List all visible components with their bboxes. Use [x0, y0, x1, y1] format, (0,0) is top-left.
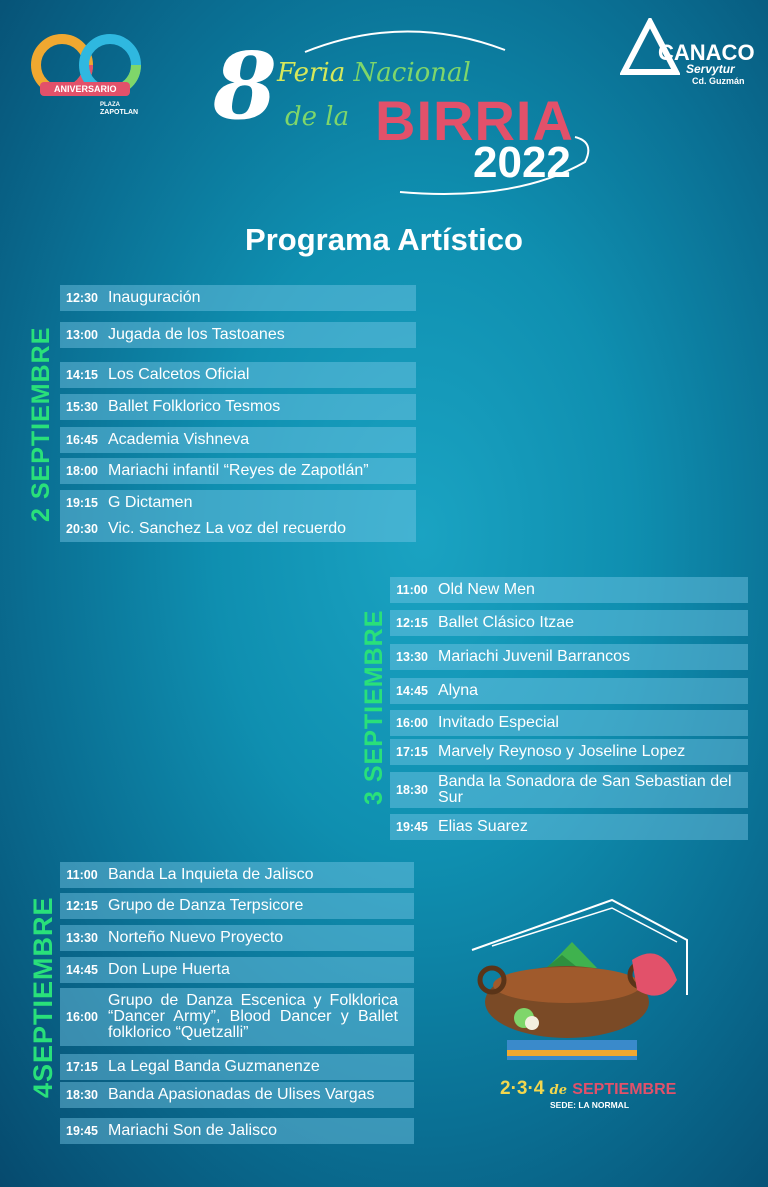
event-time: 19:45: [66, 1124, 98, 1138]
event-time: 14:45: [66, 963, 98, 977]
event-act: Vic. Sanchez La voz del recuerdo: [108, 520, 347, 537]
schedule-row: [60, 862, 414, 888]
event-act: Academia Vishneva: [108, 431, 250, 448]
schedule-row: [60, 1118, 414, 1144]
event-time: 17:15: [396, 745, 428, 759]
schedule-row: [60, 394, 416, 420]
event-time: 18:30: [396, 783, 428, 797]
edition-number: 8: [213, 32, 278, 140]
event-time: 16:45: [66, 433, 98, 447]
schedule-row: [60, 988, 414, 1046]
title-year: 2022: [473, 138, 571, 187]
event-act: Elias Suarez: [438, 818, 528, 835]
schedule-row: [60, 285, 416, 311]
day-label-4-septiembre: 4SEPTIEMBRE: [28, 896, 58, 1098]
badge-month: SEPTIEMBRE: [572, 1081, 677, 1098]
event-act: Don Lupe Huerta: [108, 961, 230, 978]
schedule-row: [60, 925, 414, 951]
title-dela: de la: [285, 102, 350, 132]
schedule-row: [60, 427, 416, 453]
event-time: 16:00: [66, 1010, 98, 1024]
event-time: 19:15: [66, 496, 98, 510]
event-act: Norteño Nuevo Proyecto: [108, 929, 284, 946]
day-label-2-septiembre: 2 SEPTIEMBRE: [27, 326, 55, 522]
title-nacional: Nacional: [353, 58, 471, 88]
event-act: Jugada de los Tastoanes: [108, 326, 285, 343]
event-act: Ballet Folklorico Tesmos: [108, 398, 281, 415]
schedule-row: [390, 610, 748, 636]
schedule-row: [390, 739, 748, 765]
anniversary-logo: [22, 20, 152, 120]
event-time: 13:00: [66, 328, 98, 342]
schedule-row: [390, 678, 748, 704]
event-act: Ballet Clásico Itzae: [438, 614, 575, 631]
event-time: 11:00: [396, 583, 428, 597]
event-time: 18:00: [66, 464, 98, 478]
event-act: Inauguración: [108, 289, 201, 306]
canaco-sub1: Servytur: [686, 62, 735, 76]
event-act: Alyna: [438, 682, 479, 699]
event-act: Banda la Sonadora de San Sebastian del Sur: [438, 773, 732, 806]
programa-title: Programa Artístico: [245, 222, 523, 257]
event-act: Banda La Inquieta de Jalisco: [108, 866, 314, 883]
event-time: 19:45: [396, 820, 428, 834]
event-time: 13:30: [396, 650, 428, 664]
schedule-row: [390, 577, 748, 603]
event-act: Marvely Reynoso y Joseline Lopez: [438, 743, 686, 760]
feria-title: [205, 22, 605, 202]
schedule-row: [60, 516, 416, 542]
schedule-row: [390, 710, 748, 736]
cazuela-illustration: [462, 890, 700, 1075]
event-time: 14:15: [66, 368, 98, 382]
event-time: 17:15: [66, 1060, 98, 1074]
event-time: 18:30: [66, 1088, 98, 1102]
event-act: Mariachi Juvenil Barrancos: [438, 648, 631, 665]
day-label-3-septiembre: 3 SEPTIEMBRE: [360, 609, 388, 805]
event-time: 14:45: [396, 684, 428, 698]
event-time: 20:30: [66, 522, 98, 536]
title-feria: Feria: [277, 58, 346, 88]
event-act: G Dictamen: [108, 494, 193, 511]
canaco-sub2: Cd. Guzmán: [692, 76, 745, 86]
canaco-name: CANACO: [658, 40, 755, 65]
event-act: Grupo de Danza Terpsicore: [108, 897, 304, 914]
canaco-logo: [620, 18, 755, 98]
title-feria-nacional: [277, 58, 471, 88]
event-time: 16:00: [396, 716, 428, 730]
event-time: 12:15: [66, 899, 98, 913]
event-act: Old New Men: [438, 581, 535, 598]
anniversary-word: ANIVERSARIO: [54, 84, 117, 94]
event-act: La Legal Banda Guzmanenze: [108, 1058, 320, 1075]
event-badge: [462, 890, 700, 1115]
plaza-line2: ZAPOTLAN: [100, 109, 139, 116]
schedule-row: [390, 772, 748, 808]
schedule-row: [390, 644, 748, 670]
schedule-row: [390, 814, 748, 840]
event-time: 15:30: [66, 400, 98, 414]
event-time: 12:15: [396, 616, 428, 630]
schedule-row: [60, 362, 416, 388]
schedule-row: [60, 1054, 414, 1080]
plaza-line1: PLAZA: [100, 102, 120, 108]
event-act: Grupo de Danza Escenica y Folklorica “Dancer Army”, Blood Dancer y Ballet folklorico “Quetzalli”: [108, 992, 398, 1041]
event-act: Mariachi Son de Jalisco: [108, 1122, 277, 1139]
badge-dates-line: [500, 1078, 676, 1100]
event-act: Mariachi infantil “Reyes de Zapotlán”: [108, 462, 369, 479]
title-birria: BIRRIA: [375, 89, 574, 152]
event-time: 13:30: [66, 931, 98, 945]
schedule-row: [60, 322, 416, 348]
badge-dates: 2·3·4: [500, 1078, 545, 1099]
schedule-row: [60, 893, 414, 919]
event-act: Banda Apasionadas de Ulises Vargas: [108, 1086, 375, 1103]
badge-sede: SEDE: LA NORMAL: [550, 1100, 630, 1110]
event-time: 12:30: [66, 291, 98, 305]
schedule-row: [60, 490, 416, 516]
schedule-row: [60, 458, 416, 484]
schedule-row: [60, 1082, 414, 1108]
badge-de: de: [549, 1083, 568, 1098]
event-time: 11:00: [66, 868, 98, 882]
event-act: Invitado Especial: [438, 714, 559, 731]
schedule-row: [60, 957, 414, 983]
event-act: Los Calcetos Oficial: [108, 366, 250, 383]
